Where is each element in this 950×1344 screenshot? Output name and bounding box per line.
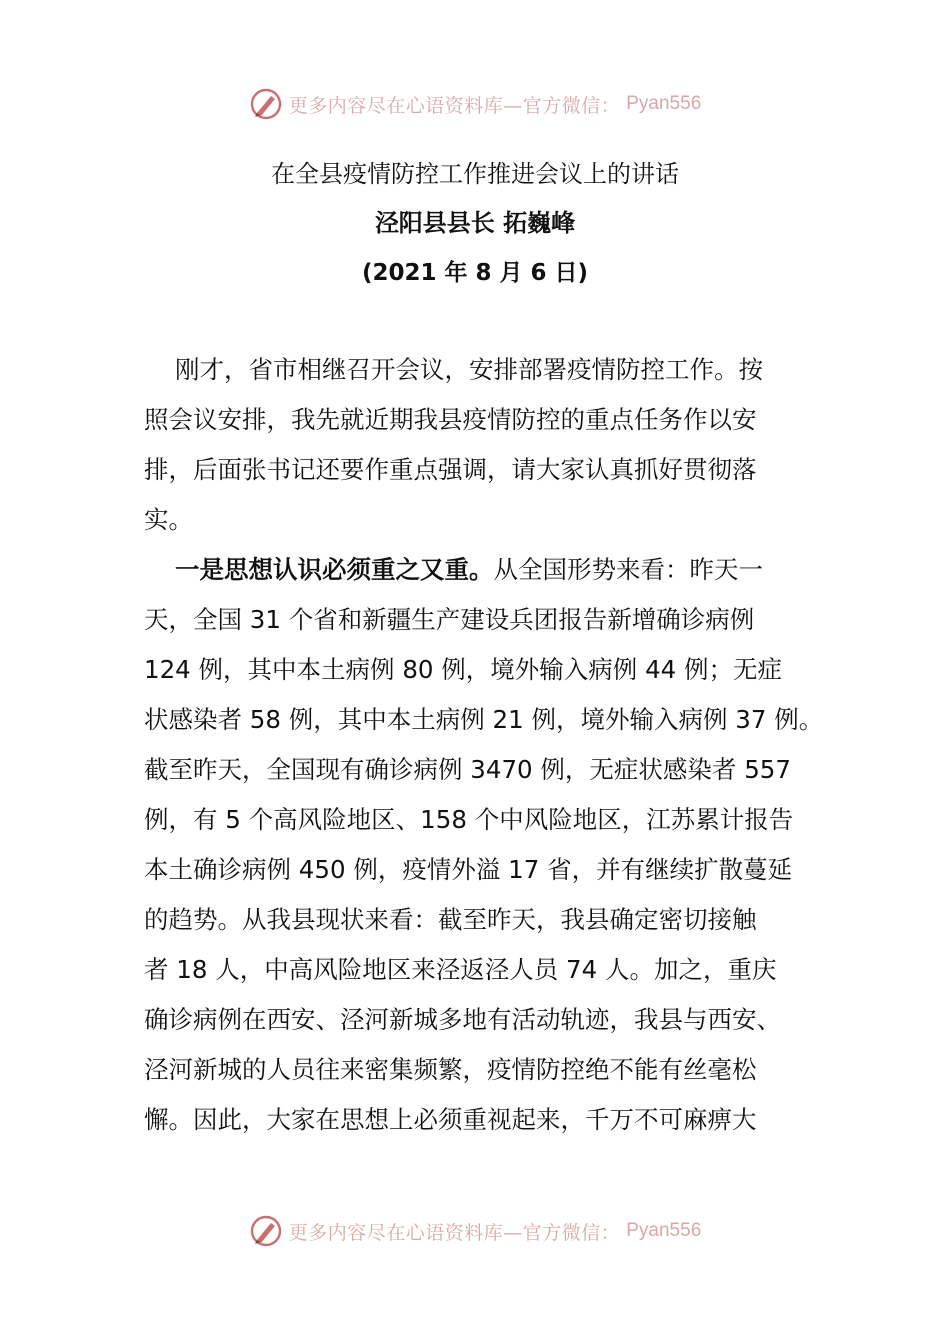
paragraph-text: 从全国形势来看：昨天一 [493,555,763,584]
paragraph-line: 确诊病例在西安、泾河新城多地有活动轨迹，我县与西安、 [144,1005,781,1034]
watermark-text: 更多内容尽在心语资料库—官方微信： [288,1221,621,1244]
speech-author: 泾阳县县长 拓巍峰 [374,209,576,237]
paragraph-line: 照会议安排，我先就近期我县疫情防控的重点任务作以安 [144,405,757,434]
paragraph-line: 刚才，省市相继召开会议，安排部署疫情防控工作。按 [175,355,763,384]
paragraph-line: 截至昨天，全国现有确诊病例 3470 例，无症状感染者 557 [144,755,791,784]
watermark-footer [0,1211,950,1251]
paragraph-line: 124 例，其中本土病例 80 例，境外输入病例 44 例；无症 [144,655,783,684]
paragraph-line: 本土确诊病例 450 例，疫情外溢 17 省，并有继续扩散蔓延 [144,855,793,884]
speech-body [144,348,824,1148]
paragraph-line: 状感染者 58 例，其中本土病例 21 例，境外输入病例 37 例。 [144,705,824,734]
paragraph-line: 天，全国 31 个省和新疆生产建设兵团报告新增确诊病例 [144,605,755,634]
paragraph-line: 的趋势。从我县现状来看：截至昨天，我县确定密切接触 [144,905,757,934]
speech-title: 在全县疫情防控工作推进会议上的讲话 [271,160,679,188]
speech-date: (2021 年 8 月 6 日) [361,260,589,286]
watermark-header [0,84,950,124]
watermark-wechat-id: Pyan556 [626,1220,702,1241]
section-heading: 一是思想认识必须重之又重。 [175,555,494,584]
watermark-text: 更多内容尽在心语资料库—官方微信： [288,94,621,117]
pen-logo-icon [249,87,283,121]
paragraph-line [144,548,814,598]
paragraph-line: 泾河新城的人员往来密集频繁，疫情防控绝不能有丝毫松 [144,1055,757,1084]
paragraph-line: 懈。因此，大家在思想上必须重视起来，千万不可麻痹大 [144,1105,757,1134]
paragraph-line: 实。 [144,505,193,534]
paragraph-line: 排，后面张书记还要作重点强调，请大家认真抓好贯彻落 [144,455,757,484]
paragraph-line: 者 18 人，中高风险地区来泾返泾人员 74 人。加之，重庆 [144,955,777,984]
paragraph-line: 例，有 5 个高风险地区、158 个中风险地区，江苏累计报告 [144,805,794,834]
watermark-wechat-id: Pyan556 [626,93,702,114]
pen-logo-icon [249,1214,283,1248]
